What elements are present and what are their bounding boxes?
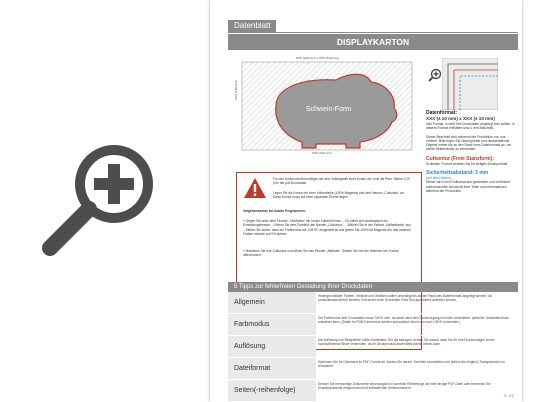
safety-heading: Sicherheitsabstand: 3 mm — [426, 170, 489, 177]
format-value: XXX (± 10 mm) x XXX (± 10 mm) — [426, 116, 495, 121]
cut-heading: Cutkontur (Freie Stanzform): — [426, 155, 495, 162]
corner-detail — [442, 58, 498, 110]
warning-intro2: Legen Sie die Kontur mit einer Volltonfarbe (100% Magenta) und dem Namen „Cutkontur“ an. Diese Kontur muss auf einer separaten Ebene liegen. — [273, 191, 405, 200]
page-title: DISPLAYKARTON — [228, 34, 518, 50]
tip-row — [228, 314, 518, 336]
tip-text: Speichern Sie Ihr Dokument im PDF-Format ab. Achten Sie darauf, Schriften einzubetten und (sofern als möglich) Transparenzen zu reduzieren. — [318, 360, 505, 369]
document-page — [210, 0, 522, 402]
tip-row — [228, 336, 518, 358]
tip-row — [228, 380, 518, 402]
warning-icon — [243, 177, 267, 199]
format-info — [426, 110, 518, 193]
page-number: S. 1/2 — [503, 393, 514, 398]
dim-left: XXX (±10 mm) — [234, 80, 238, 100]
tip-label: Dateiformat — [228, 358, 316, 379]
tips-table — [228, 292, 518, 402]
format-text: Das Format, in dem Ihre Druckdaten angelegt sein sollten. In diesem Format enthalten sind 1 mm Beschnitt. — [426, 122, 515, 131]
tip-text: Die Auflösung von Bildgrafiken sollte mindestens 300 dpi betragen. Achten Sie darauf, dass Sie für Ihre Druckvorlagen immer hochauflösende Bilder verwenden, da Ihr Druckprodukt andernfalls pixelig wirken kann. — [318, 338, 495, 347]
warning-intro: Für den Konturschnitt benötigen wir eine Vektorgrafik einer Kontur der Linie als Pfad. Stärke 0,25 pt in der pdf-Druckdatei. — [273, 177, 410, 186]
tip-row — [228, 292, 518, 314]
warning-heading: Vorgehensweise bei Adobe Programmen: — [243, 209, 306, 213]
tip-text: Senden Sie mehrseitige Dokumente chronologisch in korrekter Reihenfolge als eine einzige PDF-Datei oder benennen Sie Einzeldokumente entsprechend mit fortlaufenden Seitennummern. — [318, 382, 491, 391]
format-heading: Datenformat: — [426, 110, 458, 116]
cut-text: In diesem Format erhalten Sie Ihr fertiges Druckprodukt. — [426, 161, 509, 166]
tip-label: Allgemein — [228, 292, 316, 313]
tips-title: 5 Tipps zur fehlerfreien Gestaltung Ihrer Druckdaten — [228, 282, 518, 292]
tip-text: Der Farbmodus Ihrer Druckdaten muss CMYK sein, da sonst nach dem Druckvorgang ein leicht veränderter, optischer Gesamteindruck entstehen kann. (Daten im RGB-Farbmodus werden automatisch durch uns nach CMYK konvertiert.) — [318, 316, 509, 325]
zoom-detail-icon — [428, 68, 442, 84]
zoom-in-button[interactable] — [42, 136, 162, 276]
shape-label: Schwein-Form — [306, 106, 352, 113]
zoom-in-icon — [42, 136, 162, 276]
safety-text: Dieser wird vom Endformat aus gemessen und verhindert unerwünschten Anschnitt Ihrer Texte und Informationen während der Produktion. — [426, 180, 511, 193]
tip-label: Auflösung — [228, 336, 316, 357]
dim-top: XXX (±10 mm) x XXX (±10 mm) — [296, 56, 339, 60]
dim-bottom: XXX (±10 mm) — [312, 151, 332, 155]
tip-label: Seiten(-reihenfolge) — [228, 380, 316, 401]
header-tab: Datenblatt — [228, 20, 276, 32]
header-rule — [228, 32, 518, 33]
tip-row — [228, 358, 518, 380]
bleed-text: Dieser Beschnitt wird während der Produktion von uns entfernt. Bitte legen Sie Hintergründe und randabfallende Objekte immer bis an den Rand Ihres Dateiformats an, um weiße Seitenränder zu vermeiden. — [426, 134, 512, 152]
safety-sub: (auf allen Seiten) — [426, 176, 451, 181]
template-drawing — [236, 56, 418, 156]
warning-steps: » Gegen Sie unter dem Fenster „Farbfelder“ ein neues Farbfeld hinzu. – Es öffnet sich automatisch ein Einstellungsfenster. – Geben Sie dem Farbfeld den Namen „Cutkontur“. – Wählen Sie in der Farbart „Vollfarbfarbe“ aus. – Stellen Sie sicher, dass der Farbmodus auf „CMYK“ eingestellt ist und geben Sie 100% für Magenta ein, alle anderen Farben müssen auf 0% stehen. — [243, 219, 412, 236]
tip-label: Farbmodus — [228, 314, 316, 335]
template-diagram — [236, 56, 418, 156]
warning-steps2: » Markieren Sie Ihre Cutkontur und öffnen Sie das Fenster „Attribute“. Setzen Sie hier ein Häkchen bei „Kontur überdrucken“. — [243, 249, 399, 258]
tip-text: Hintergrundbilder, Farben, Verläufe und Grafiken sollten unbedingt bis an den Rand des Datenformats angelegt werden, da produktionstechnisch kleinere Toleranzen beim Schneiden Ihres Druckproduktes auftreten können. — [318, 294, 492, 303]
